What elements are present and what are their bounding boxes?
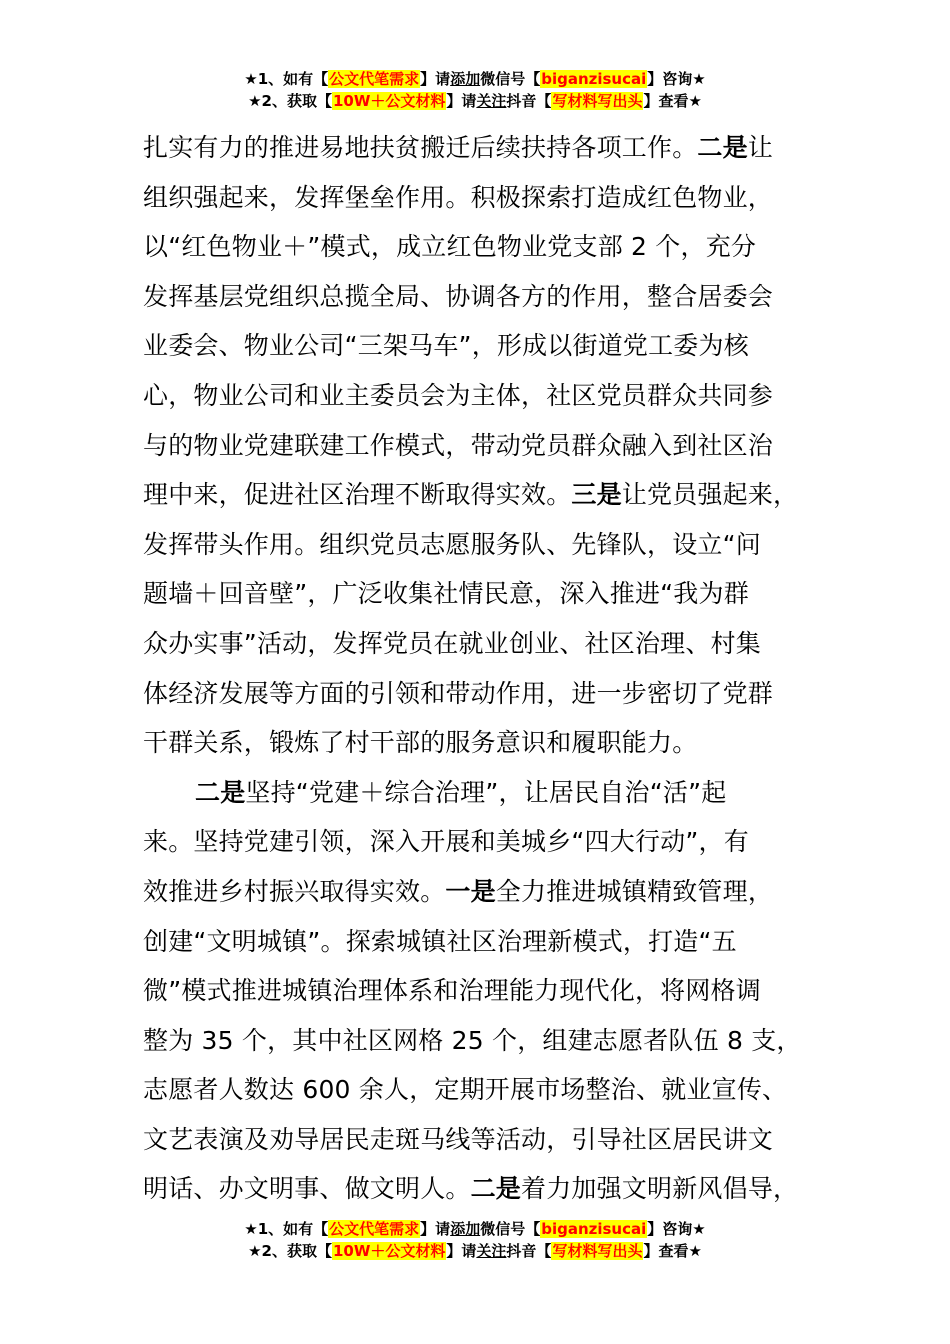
text-line: 业委会、物业公司“三架马车”，形成以街道党工委为核 [143, 331, 749, 361]
banner-text: 微信号【 [480, 70, 541, 88]
banner-line-2 [0, 1240, 950, 1262]
text-line [143, 123, 843, 173]
text-line [143, 470, 843, 520]
text-line: 题墙＋回音壁”，广泛收集社情民意，深入推进“我为群 [143, 579, 749, 609]
banner-text: 】请 [420, 1220, 451, 1238]
text-line: 发挥带头作用。组织党员志愿服务队、先锋队，设立“问 [143, 529, 761, 559]
underlined-text: 关注 [476, 92, 507, 110]
header-banner [0, 68, 950, 112]
highlight-text: biganzisucai [541, 1220, 647, 1238]
text-run: 理中来，促进社区治理不断取得实效。 [143, 480, 572, 510]
text-line: 组织强起来，发挥堡垒作用。积极探索打造成红色物业， [143, 182, 774, 212]
underlined-text: 关注 [476, 1242, 507, 1260]
text-line: 创建“文明城镇”。探索城镇社区治理新模式，打造“五 [143, 926, 737, 956]
text-run: 让党员强起来， [621, 480, 799, 510]
text-line: 发挥基层党组织总揽全局、协调各方的作用，整合居委会 [143, 281, 774, 311]
highlight-text: 公文代笔需求 [329, 1220, 420, 1238]
bold-run: 一是 [445, 876, 496, 906]
text-line [143, 867, 843, 917]
text-line: 志愿者人数达 600 余人，定期开展市场整治、就业宣传、 [143, 1075, 788, 1105]
banner-line-2 [0, 90, 950, 112]
banner-text: ★2、获取【 [248, 1242, 332, 1260]
text-line [143, 768, 843, 818]
text-line [143, 1164, 843, 1214]
highlight-text: 10W＋公文材料 [332, 1242, 446, 1260]
banner-line-1 [0, 1218, 950, 1240]
bold-run: 二是 [195, 777, 246, 807]
text-run: 效推进乡村振兴取得实效。 [143, 876, 446, 906]
text-line: 心，物业公司和业主委员会为主体，社区党员群众共同参 [143, 380, 774, 410]
text-line: 文艺表演及劝导居民走斑马线等活动，引导社区居民讲文 [143, 1124, 774, 1154]
banner-text: 抖音【 [506, 92, 552, 110]
text-run: 让 [747, 133, 774, 162]
text-run: 全力推进城镇精致管理， [495, 876, 774, 906]
text-run: 明话、办文明事、做文明人。 [143, 1174, 471, 1204]
banner-text: 】请 [420, 70, 451, 88]
text-line: 众办实事”活动，发挥党员在就业创业、社区治理、村集 [143, 628, 761, 658]
underlined-text: 添加 [450, 1220, 481, 1238]
bold-run: 二是 [470, 1174, 522, 1204]
text-line: 整为 35 个，其中社区网格 25 个，组建志愿者队伍 8 支， [143, 1025, 802, 1055]
text-run: 坚持“党建＋综合治理”，让居民自治“活”起 [245, 777, 727, 807]
text-line: 以“红色物业＋”模式，成立红色物业党支部 2 个，充分 [143, 232, 757, 262]
banner-text: 】请 [446, 92, 477, 110]
text-line: 来。坚持党建引领，深入开展和美城乡“四大行动”，有 [143, 827, 749, 857]
text-line: 干群关系，锻炼了村干部的服务意识和履职能力。 [143, 728, 698, 758]
paragraph-2 [143, 768, 843, 1214]
text-line: 微”模式推进城镇治理体系和治理能力现代化，将网格调 [143, 976, 761, 1006]
banner-text: 】查看★ [643, 92, 702, 110]
highlight-text: 10W＋公文材料 [332, 92, 446, 110]
underlined-text: 添加 [450, 70, 481, 88]
banner-line-1 [0, 68, 950, 90]
banner-text: 】查看★ [643, 1242, 702, 1260]
footer-banner [0, 1218, 950, 1262]
text-run: 扎实有力的推进易地扶贫搬迁后续扶持各项工作。 [143, 133, 698, 162]
highlight-text: 写材料写出头 [552, 1242, 643, 1260]
banner-text: ★1、如有【 [244, 70, 329, 88]
banner-text: 】咨询★ [647, 1220, 706, 1238]
banner-text: ★1、如有【 [244, 1220, 329, 1238]
banner-text: 】咨询★ [647, 70, 706, 88]
bold-run: 二是 [697, 133, 748, 162]
document-body [143, 123, 843, 1214]
highlight-text: 公文代笔需求 [329, 70, 420, 88]
bold-run: 三是 [571, 480, 622, 510]
paragraph-1 [143, 123, 843, 768]
highlight-text: biganzisucai [541, 70, 647, 88]
banner-text: 抖音【 [506, 1242, 552, 1260]
text-run: 着力加强文明新风倡导， [521, 1174, 799, 1204]
text-line: 与的物业党建联建工作模式，带动党员群众融入到社区治 [143, 430, 774, 460]
banner-text: 】请 [446, 1242, 477, 1260]
text-line: 体经济发展等方面的引领和带动作用，进一步密切了党群 [143, 678, 774, 708]
highlight-text: 写材料写出头 [552, 92, 643, 110]
banner-text: 微信号【 [480, 1220, 541, 1238]
banner-text: ★2、获取【 [248, 92, 332, 110]
